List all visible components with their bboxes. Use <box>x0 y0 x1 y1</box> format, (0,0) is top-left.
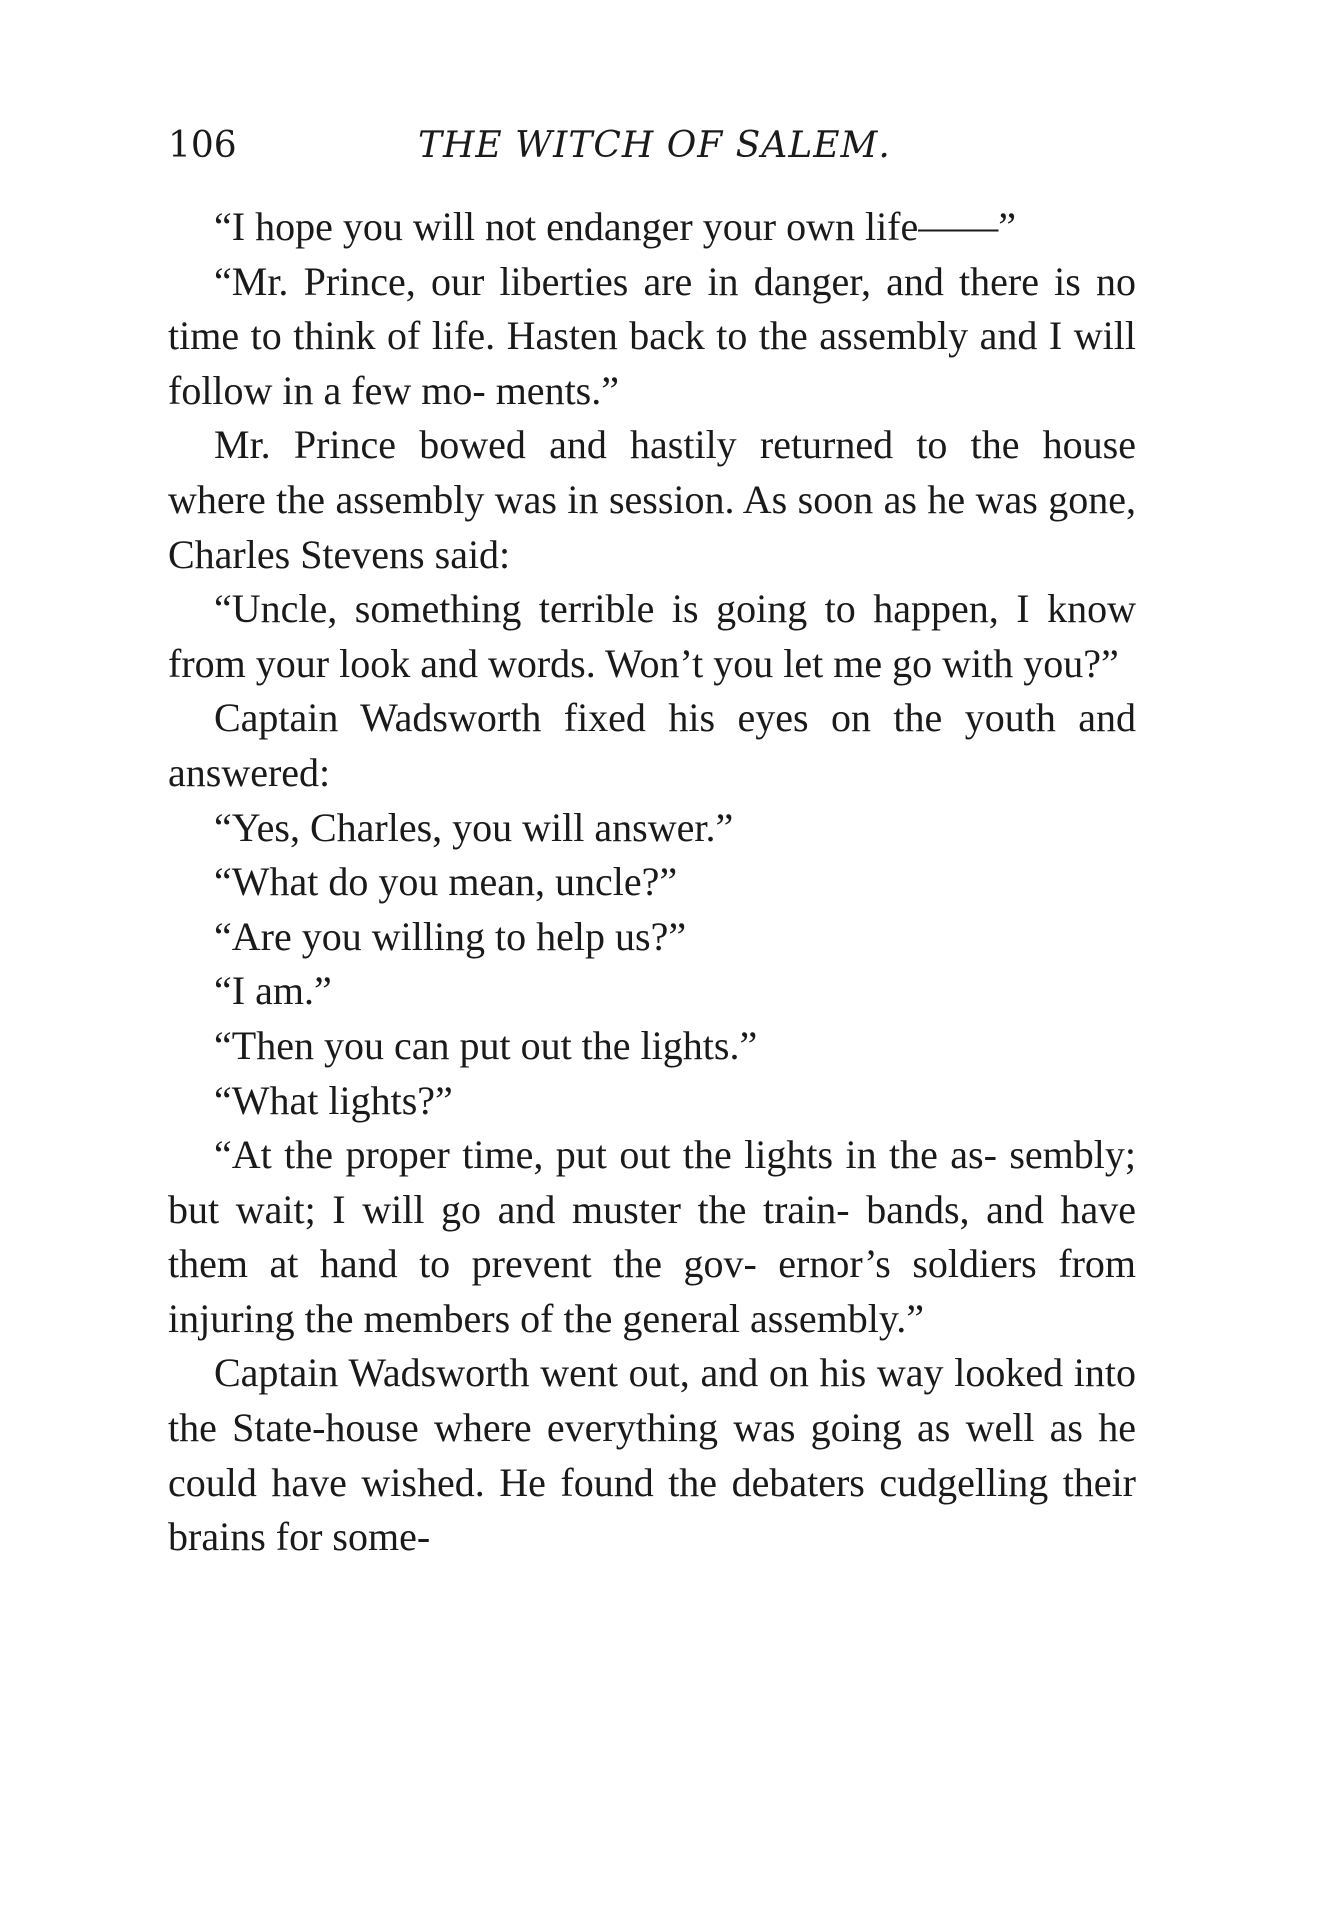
paragraph: Mr. Prince bowed and hastily returned to the house where the assembly was in session. As soon as he was gone, Charles Stevens said: <box>168 422 1136 577</box>
paragraph: “I am.” <box>214 968 332 1014</box>
running-header <box>168 122 1136 170</box>
running-title: THE WITCH OF SALEM. <box>418 125 891 166</box>
page-number: 106 <box>168 125 237 166</box>
paragraph: “What lights?” <box>214 1077 453 1123</box>
paragraph: Captain Wadsworth went out, and on his way looked into the State-house where everything was going as well as he could have wished. He found the debaters cudgelling their brains for some- <box>168 1350 1136 1560</box>
body-text <box>168 200 1136 1565</box>
paragraph: “What do you mean, uncle?” <box>214 859 678 905</box>
paragraph: Captain Wadsworth fixed his eyes on the youth and answered: <box>168 695 1136 795</box>
paragraph: “Uncle, something terrible is going to happen, I know from your look and words. Won’t you let me go with you?” <box>168 586 1136 686</box>
paragraph: “Mr. Prince, our liberties are in danger, and there is no time to think of life. Hasten back to the assembly and I will follow in a few mo- ments.” <box>168 258 1136 413</box>
paragraph: “At the proper time, put out the lights in the as- sembly; but wait; I will go and muster the train- bands, and have them at hand to prevent the gov- ernor’s soldiers from injuring the members of the general assembly.” <box>168 1132 1136 1341</box>
paragraph: “Then you can put out the lights.” <box>214 1022 758 1068</box>
paragraph: “Yes, Charles, you will answer.” <box>214 804 734 850</box>
paragraph: “I hope you will not endanger your own life——” <box>214 204 1017 249</box>
paragraph: “Are you willing to help us?” <box>214 913 687 959</box>
